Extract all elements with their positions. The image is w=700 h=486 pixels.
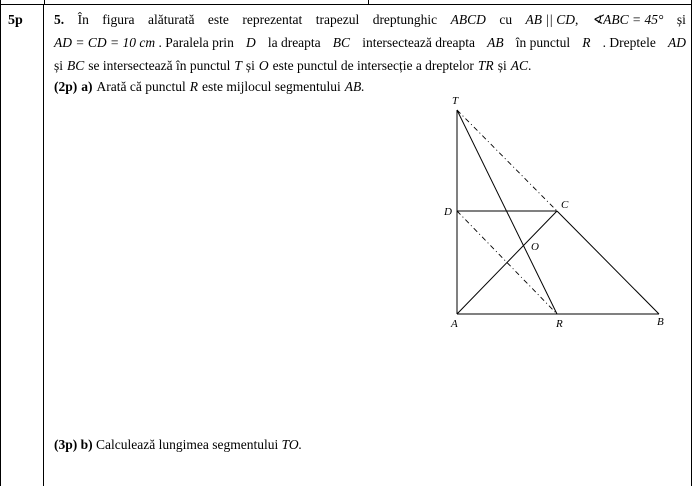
var-bc: BC [332, 35, 351, 50]
word: cu [499, 12, 513, 27]
math-lengths: AD = CD = 10 cm [54, 35, 156, 50]
segment-to: TO. [281, 437, 302, 452]
label-r: R [556, 318, 563, 330]
period: . [527, 58, 532, 73]
points-total: 5p [8, 13, 23, 28]
text: se intersectează în punctul [88, 58, 231, 73]
segment-ab: AB. [344, 79, 365, 94]
word: și [676, 12, 686, 27]
part-a-text: Arată că punctul [96, 79, 186, 94]
part-b-label: b) [80, 437, 93, 452]
word: figura [102, 12, 135, 27]
var-o: O [258, 58, 269, 73]
text: și [54, 58, 64, 73]
var-d: D [245, 35, 256, 50]
label-d: D [444, 206, 452, 218]
line-cb [557, 211, 659, 314]
word: reprezentat [242, 12, 303, 27]
text: intersectează dreapta [362, 35, 475, 50]
comma: , [574, 12, 579, 27]
text: la dreapta [267, 35, 321, 50]
var-ad: AD [667, 35, 686, 50]
text: și [245, 58, 255, 73]
text: . Dreptele [602, 35, 656, 50]
part-b [54, 437, 302, 453]
label-t: T [452, 95, 459, 107]
var-bc: BC [67, 58, 85, 73]
part-a-points: (2p) [54, 79, 78, 94]
label-c: C [561, 199, 569, 211]
word: În [77, 12, 89, 27]
math-angle: ∢ABC = 45° [591, 12, 664, 27]
word: trapezul [315, 12, 360, 27]
part-b-text: Calculează lungimea segmentului [96, 437, 279, 452]
label-b: B [657, 316, 664, 328]
word: este [207, 12, 229, 27]
var-ab: AB [487, 35, 504, 50]
math-parallel: AB || CD [525, 12, 575, 27]
label-o: O [531, 241, 539, 253]
word: dreptunghic [372, 12, 438, 27]
part-a-text2: este mijlocul segmentului [201, 79, 341, 94]
var-ac: AC [510, 58, 528, 73]
text: este punctul de intersecție a dreptelor [272, 58, 474, 73]
var-r: R [189, 79, 198, 94]
part-b-points: (3p) [54, 437, 78, 452]
text: în punctul [515, 35, 571, 50]
var-r: R [582, 35, 591, 50]
word: alăturată [147, 12, 195, 27]
var-t: T [234, 58, 242, 73]
text: și [497, 58, 507, 73]
line-tr [457, 110, 557, 314]
problem-number: 5. [54, 12, 65, 27]
math-abcd: ABCD [450, 12, 486, 27]
dashed-tc [457, 110, 557, 211]
text: . Paralela prin [158, 35, 234, 50]
part-a-label: a) [81, 79, 93, 94]
var-tr: TR [477, 58, 494, 73]
label-a: A [451, 318, 458, 330]
